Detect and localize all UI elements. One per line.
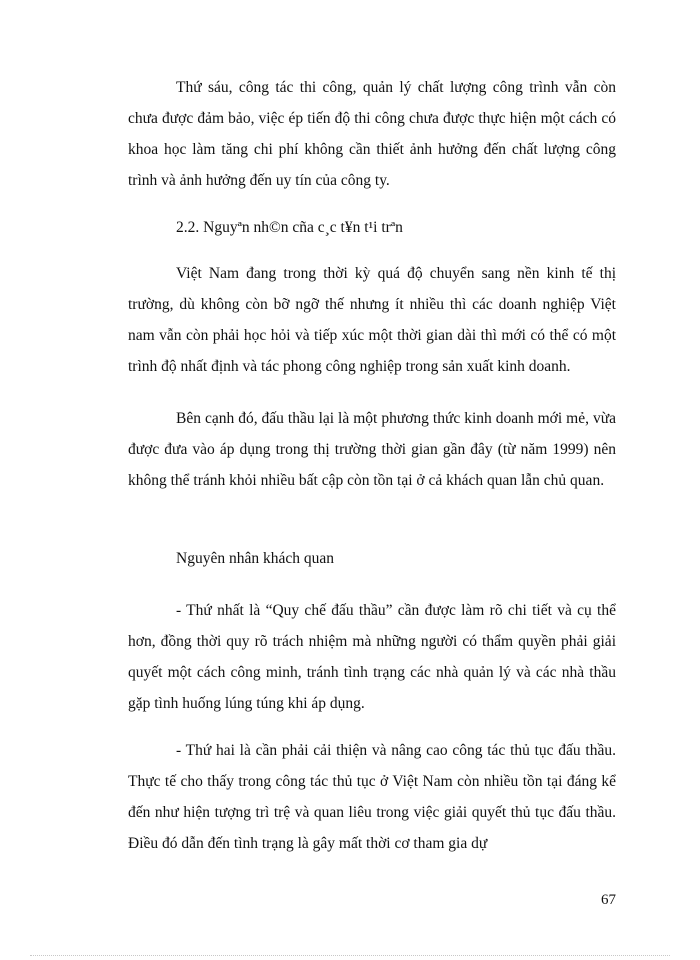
section-heading-2-2: 2.2. Nguyªn nh©n cña c¸c t¥n t¹i trªn bbox=[176, 219, 403, 236]
paragraph-sixth-issue: Thứ sáu, công tác thi công, quản lý chất lượng công trình vẫn còn chưa được đảm bảo, việc ép tiến độ thi công chưa được thực hiện một cách có khoa học làm tăng chi phí không cần thiết ảnh hưởng đến chất lượng công trình và ảnh hưởng đến uy tín của công ty. bbox=[128, 79, 616, 189]
subheading-objective-causes: Nguyên nhân khách quan bbox=[176, 550, 334, 567]
paragraph-bidding-new-method: Bên cạnh đó, đấu thầu lại là một phương thức kinh doanh mới mẻ, vừa được đưa vào áp dụng trong thị trường thời gian gần đây (từ năm 1999) nên không thể tránh khỏi nhiều bất cập còn tồn tại ở cả khách quan lẫn chủ quan. bbox=[128, 410, 616, 489]
paragraph-vietnam-transition: Việt Nam đang trong thời kỳ quá độ chuyển sang nền kinh tế thị trường, dù không còn bỡ ngỡ thế nhưng ít nhiều thì các doanh nghiệp Việt nam vẫn còn phải học hỏi và tiếp xúc một thời gian dài thì mới có thể có một trình độ nhất định và tác phong công nghiệp trong sản xuất kinh doanh. bbox=[128, 265, 616, 375]
page-number: 67 bbox=[601, 892, 616, 908]
paragraph-first-cause: - Thứ nhất là “Quy chế đấu thầu” cần được làm rõ chi tiết và cụ thể hơn, đồng thời quy rõ trách nhiệm mà những người có thẩm quyền phải giải quyết một cách công minh, tránh tình trạng các nhà quản lý và các nhà thầu gặp tình huống lúng túng khi áp dụng. bbox=[128, 602, 616, 712]
page-bottom-divider bbox=[30, 955, 670, 956]
paragraph-second-cause: - Thứ hai là cần phải cải thiện và nâng cao công tác thủ tục đấu thầu. Thực tế cho thấy trong công tác thủ tục ở Việt Nam còn nhiều tồn tại đáng kể đến như hiện tượng trì trệ và quan liêu trong việc giải quyết thủ tục đấu thầu. Điều đó dẫn đến tình trạng là gây mất thời cơ tham gia dự bbox=[128, 742, 616, 852]
